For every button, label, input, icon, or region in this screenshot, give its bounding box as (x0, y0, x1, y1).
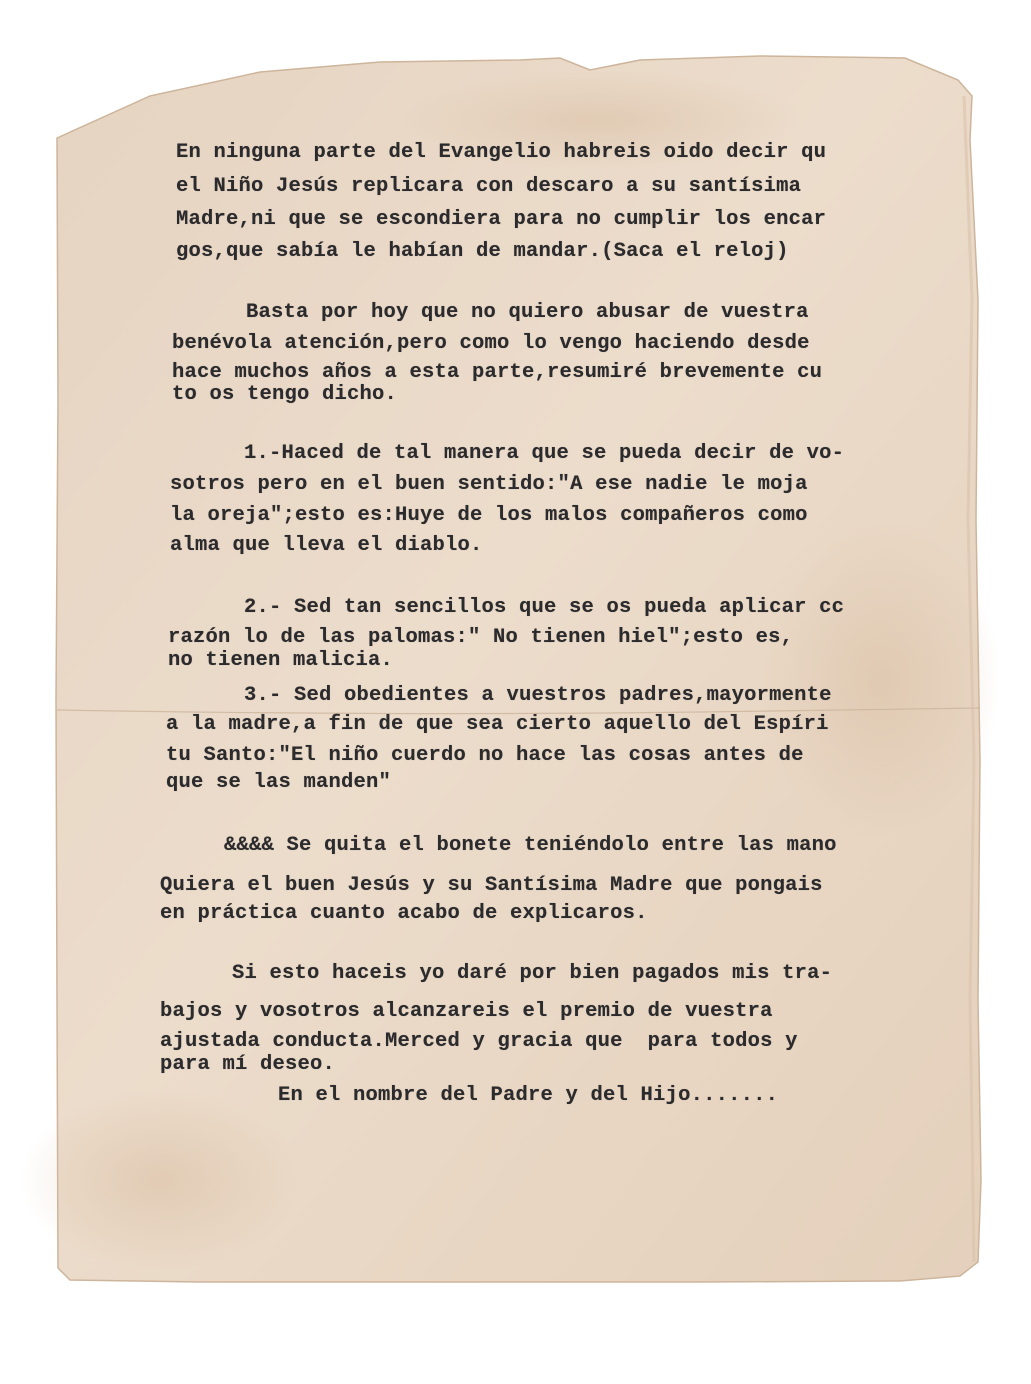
text-line: 3.- Sed obedientes a vuestros padres,mayormente (244, 684, 832, 707)
text-line: alma que lleva el diablo. (170, 534, 483, 557)
text-line: gos,que sabía le habían de mandar.(Saca el reloj) (176, 240, 789, 263)
text-line: no tienen malicia. (168, 649, 394, 672)
text-line: Quiera el buen Jesús y su Santísima Madre que pongais (160, 874, 823, 897)
text-line: la oreja";esto es:Huye de los malos compañeros como (170, 504, 808, 527)
text-line: el Niño Jesús replicara con descaro a su santísima (176, 175, 802, 198)
text-line: &&&& Se quita el bonete teniéndolo entre las mano (224, 834, 837, 857)
text-line: bajos y vosotros alcanzareis el premio de vuestra (160, 1000, 773, 1023)
text-line: Madre,ni que se escondiera para no cumplir los encar (176, 208, 827, 231)
text-line: para mí deseo. (160, 1053, 336, 1076)
text-line: benévola atención,pero como lo vengo haciendo desde (172, 332, 810, 355)
text-line: 2.- Sed tan sencillos que se os pueda aplicar cc (244, 596, 845, 619)
text-line: hace muchos años a esta parte,resumiré brevemente cu (172, 361, 823, 384)
text-line: 1.-Haced de tal manera que se pueda decir de vo- (244, 442, 845, 465)
text-line: En ninguna parte del Evangelio habreis oido decir qu (176, 141, 827, 164)
text-line: sotros pero en el buen sentido:"A ese nadie le moja (170, 473, 808, 496)
text-line: En el nombre del Padre y del Hijo....... (278, 1084, 779, 1107)
text-line: a la madre,a fin de que sea cierto aquello del Espíri (166, 713, 829, 736)
text-line: en práctica cuanto acabo de explicaros. (160, 902, 648, 925)
text-line: ajustada conducta.Merced y gracia que para todos y (160, 1030, 798, 1053)
text-line: que se las manden" (166, 771, 392, 794)
text-line: tu Santo:"El niño cuerdo no hace las cosas antes de (166, 744, 804, 767)
text-line: Basta por hoy que no quiero abusar de vuestra (246, 301, 809, 324)
text-line: razón lo de las palomas:" No tienen hiel";esto es, (168, 626, 794, 649)
text-line: Si esto haceis yo daré por bien pagados mis tra- (232, 962, 833, 985)
text-line: to os tengo dicho. (172, 383, 398, 406)
